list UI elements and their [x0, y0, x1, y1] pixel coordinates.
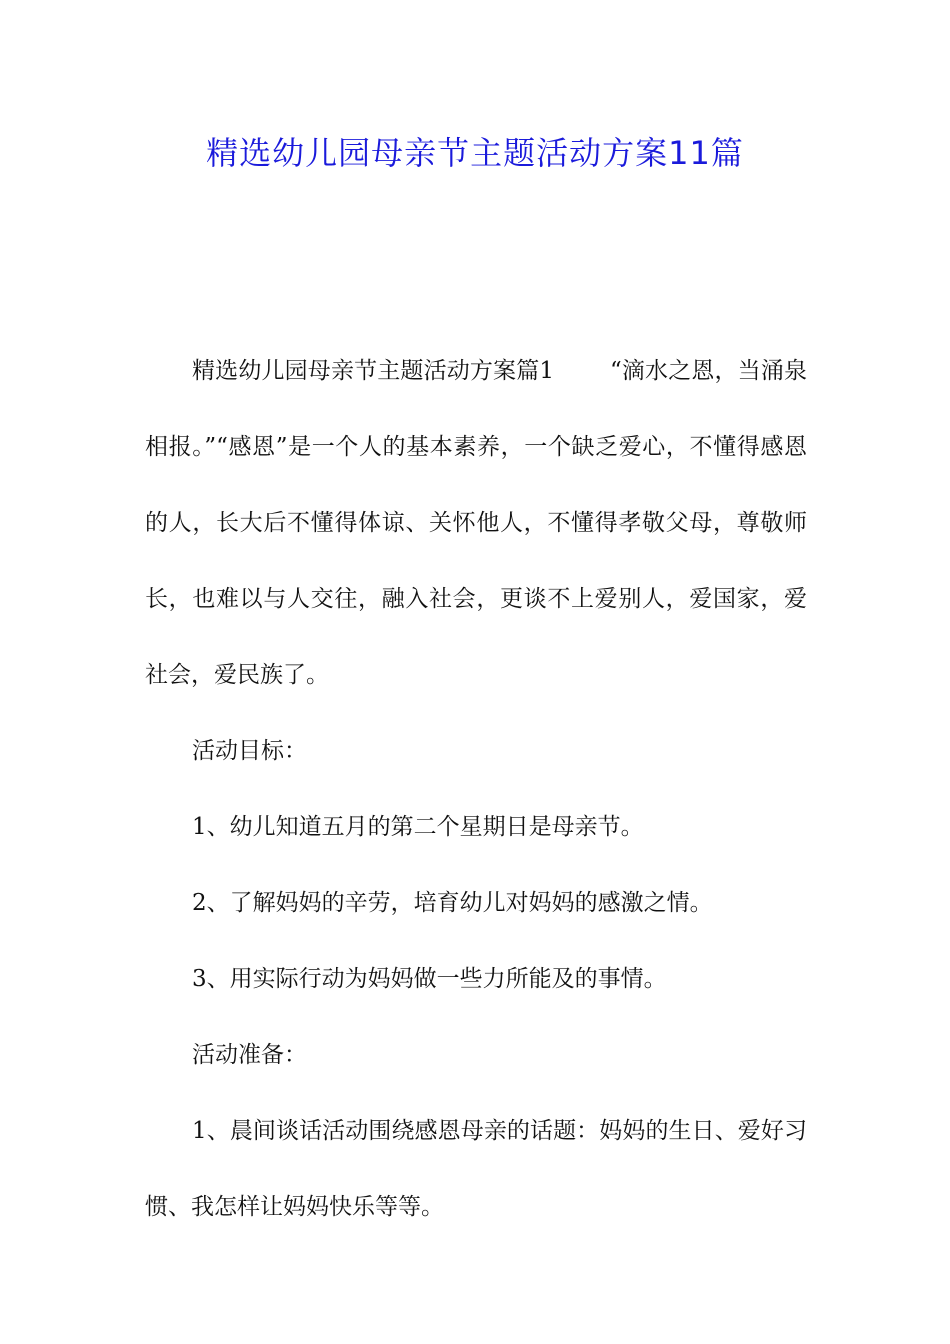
intro-paragraph	[145, 333, 807, 713]
paragraph-goals-heading: 活动目标：	[192, 738, 307, 764]
paragraph-goal-2: 2、了解妈妈的辛劳，培育幼儿对妈妈的感激之情。	[192, 890, 713, 916]
document-title: 精选幼儿园母亲节主题活动方案11篇	[206, 134, 744, 172]
paragraph-prep-1: 1、晨间谈话活动围绕感恩母亲的话题：妈妈的生日、爱好习惯、我怎样让妈妈快乐等等。	[145, 1118, 807, 1220]
paragraph-prep-heading: 活动准备：	[192, 1042, 307, 1068]
document-body	[145, 333, 807, 1245]
section-heading: 精选幼儿园母亲节主题活动方案篇1	[192, 358, 554, 384]
paragraph-goal-1: 1、幼儿知道五月的第二个星期日是母亲节。	[192, 814, 644, 840]
paragraph-goal-3: 3、用实际行动为妈妈做一些力所能及的事情。	[192, 966, 667, 992]
intro-text: “滴水之恩，当涌泉相报。”“感恩”是一个人的基本素养，一个缺乏爱心，不懂得感恩的人，长大后不懂得体谅、关怀他人，不懂得孝敬父母，尊敬师长，也难以与人交往，融入社会，更谈不上爱别人，爱国家，爱社会，爱民族了。	[145, 358, 807, 688]
